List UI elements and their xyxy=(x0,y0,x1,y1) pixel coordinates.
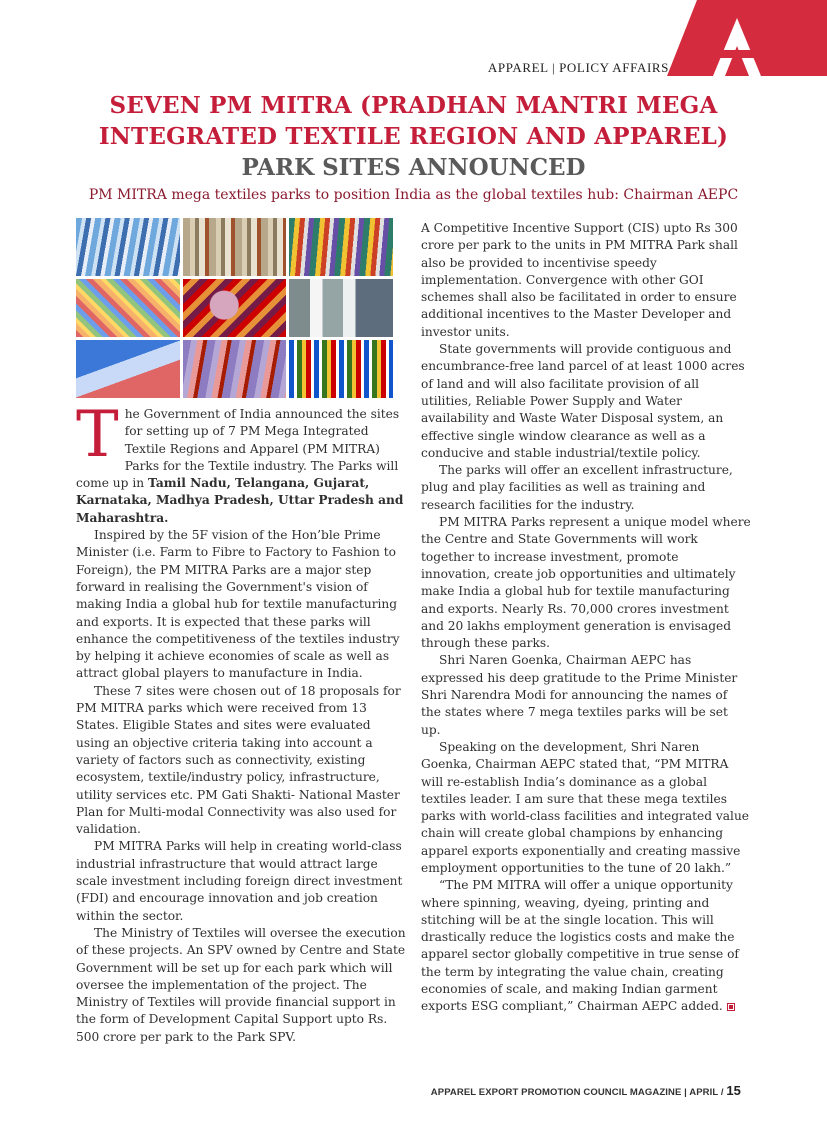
photo-thread-cones xyxy=(289,340,393,398)
paragraph: These 7 sites were chosen out of 18 proposals for PM MITRA parks which were received from 13 States. Eligible States and sites were evaluated using an objective criteria taking into account a variety of factors such as connectivity, existing ecosystem, textile/industry policy, infrastructure, utility services etc. PM Gati Shakti- National Master Plan for Multi-modal Connectivity was also used for validation. xyxy=(76,683,401,837)
paragraph: State governments will provide contiguous and encumbrance-free land parcel of at least 1000 acres of land and will also facilitate provision of all utilities, Reliable Power Supply and Water availability and Waste Water Disposal system, an effective single window clearance as well as a conducive and stable industrial/textile policy. xyxy=(421,342,745,460)
photo-textile-rolls xyxy=(289,218,393,276)
magazine-name: APPAREL EXPORT PROMOTION COUNCIL MAGAZINE | APRIL / xyxy=(430,1087,724,1098)
paragraph-intro xyxy=(76,398,406,527)
paragraph: A Competitive Incentive Support (CIS) upto Rs 300 crore per park to the units in PM MITRA Park shall also be provided to incentivise speedy implementation. Convergence with other GOI schemes shall also be facilitated in order to ensure additional incentives to the Master Developer and investor units. xyxy=(421,221,738,339)
paragraph: PM MITRA Parks will help in creating world-class industrial infrastructure that would attract large scale investment including foreign direct investment (FDI) and encourage innovation and job creation within the sector. xyxy=(76,839,403,923)
article-title xyxy=(40,90,787,183)
photo-fabric-rolls xyxy=(76,218,180,276)
dropcap: T xyxy=(76,398,119,472)
corner-logo-shape xyxy=(667,0,827,76)
article-column-left xyxy=(76,398,406,1046)
photo-fabric-swatches xyxy=(183,218,287,276)
photo-garments xyxy=(183,340,287,398)
paragraph-closing xyxy=(421,877,751,1015)
title-line-3: PARK SITES ANNOUNCED xyxy=(241,154,586,181)
paragraph: The Ministry of Textiles will oversee the execution of these projects. An SPV owned by Centre and State Government will be set up for each park which will oversee the implementation of the project. The Ministry of Textiles will provide financial support in the form of Development Capital Support upto Rs. 500 crore per park to the Park SPV. xyxy=(76,925,406,1044)
paragraph-closing-text: “The PM MITRA will offer a unique opportunity where spinning, weaving, dyeing, printing and stitching will be at the single location. This will drastically reduce the logistics costs and make the apparel sector globally competitive in true sense of the term by integrating the value chain, creating economies of scale, and making Indian garment exports ESG compliant,” Chairman AEPC added. xyxy=(421,878,739,1014)
paragraph: Speaking on the development, Shri Naren Goenka, Chairman AEPC stated that, “PM MITRA will re-establish India’s dominance as a global textiles leader. I am sure that these mega textiles parks with world-class facilities and integrated value chain will create global champions by enhancing apparel exports exponentially and creating massive employment opportunities to the tune of 20 lakh.” xyxy=(421,739,750,875)
page-number: 15 xyxy=(726,1083,741,1098)
title-line-2: INTEGRATED TEXTILE REGION AND APPAREL) xyxy=(98,123,729,150)
title-line-1: SEVEN PM MITRA (PRADHAN MANTRI MEGA xyxy=(109,92,718,119)
paragraph: PM MITRA Parks represent a unique model where the Centre and State Governments will work together to increase investment, promote innovation, create job opportunities and ultimately make India a global hub for textile manufacturing and exports. Nearly Rs. 70,000 crores investment and 20 lakhs employment generation is envisaged through these parks. xyxy=(421,515,751,651)
paragraph: Inspired by the 5F vision of the Hon’ble Prime Minister (i.e. Farm to Fibre to Factory to Fashion to Foreign), the PM MITRA Parks are a major step forward in realising the Government's vision of making India a global hub for textile manufacturing and exports. It is expected that these parks will enhance the competitiveness of the textiles industry by helping it achieve economies of scale as well as attract global players to manufacture in India. xyxy=(76,528,400,681)
paragraph: Shri Naren Goenka, Chairman AEPC has expressed his deep gratitude to the Prime Minister Shri Narendra Modi for announcing the names of the states where 7 mega textiles parks will be set up. xyxy=(421,653,738,737)
paragraph-intro-text: he Government of India announced the sites for setting up of 7 PM Mega Integrated Textile Regions and Apparel (PM MITRA) Parks for the Textile industry. The Parks will come up in xyxy=(76,407,400,491)
end-mark-icon xyxy=(727,1003,735,1011)
section-tag: APPAREL | POLICY AFFAIRS xyxy=(487,60,669,75)
photo-sewing-work xyxy=(183,279,287,337)
photo-tailoring xyxy=(76,340,180,398)
page-footer xyxy=(431,1083,741,1098)
photo-printed-fabrics xyxy=(76,279,180,337)
textile-photo-collage xyxy=(76,218,393,398)
article-subtitle: PM MITRA mega textiles parks to position India as the global textiles hub: Chairman AEPC xyxy=(88,187,739,203)
photo-spools xyxy=(289,279,393,337)
states-list: Tamil Nadu, Telangana, Gujarat, Karnataka, Madhya Pradesh, Uttar Pradesh and Maharashtra. xyxy=(76,476,404,525)
article-column-right xyxy=(421,220,751,1016)
paragraph: The parks will offer an excellent infrastructure, plug and play facilities as well as training and research facilities for the industry. xyxy=(421,463,733,512)
